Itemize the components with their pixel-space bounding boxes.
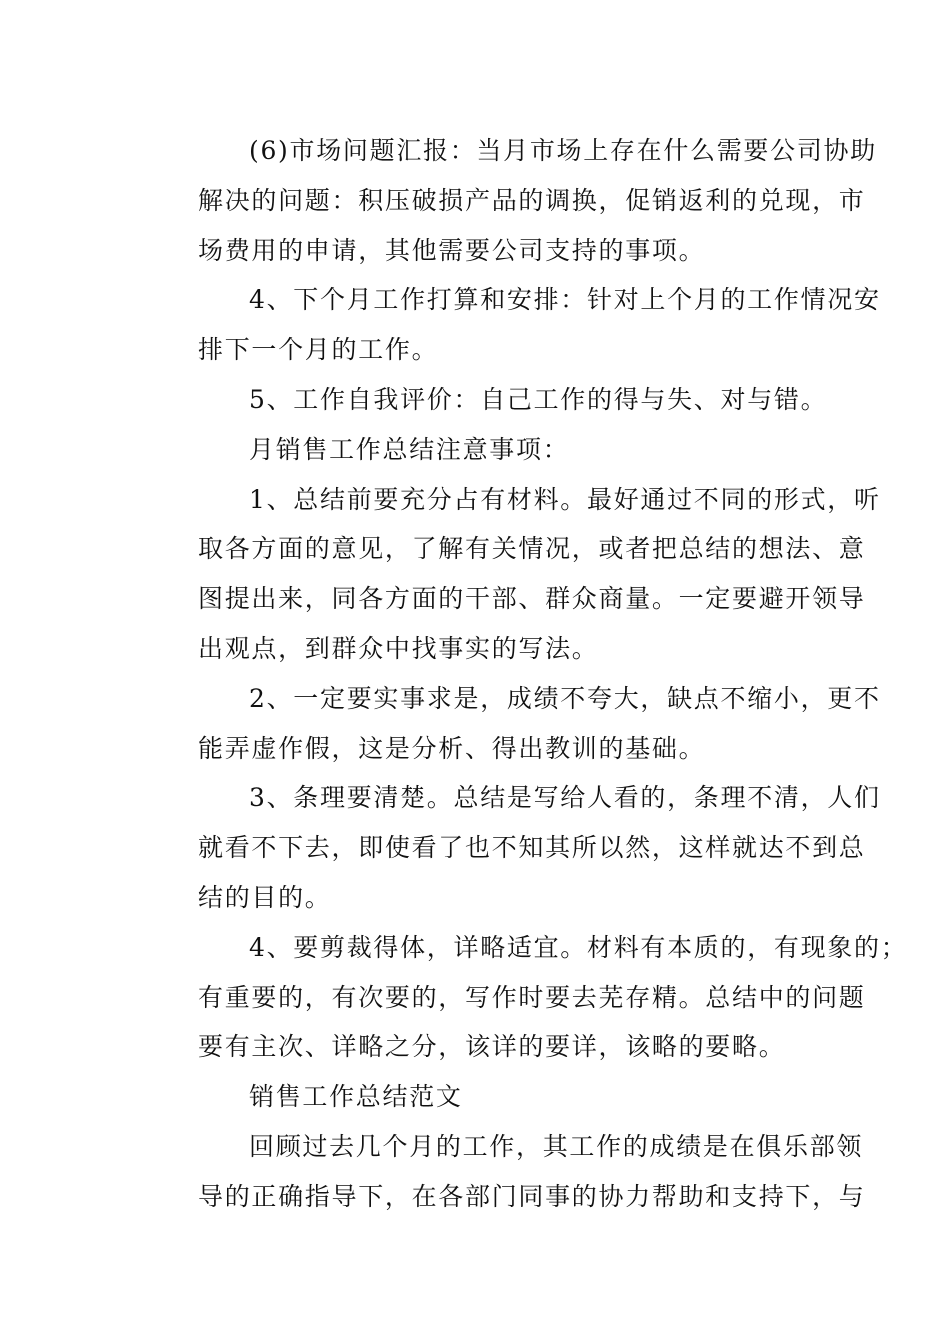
- text-line: 场费用的申请，其他需要公司支持的事项。: [198, 235, 706, 265]
- text-line: 1、总结前要充分占有材料。最好通过不同的形式，听: [249, 484, 881, 514]
- section-heading-sample: [147, 1072, 809, 1122]
- text-line: 3、条理要清楚。总结是写给人看的，条理不清，人们: [249, 783, 881, 813]
- paragraph-market-issues: [147, 126, 877, 275]
- paragraph-review: [147, 1122, 866, 1222]
- text-line: 导的正确指导下，在各部门同事的协力帮助和支持下，与: [198, 1181, 866, 1211]
- paragraph-next-month-plan: [147, 275, 881, 375]
- text-line: 就看不下去，即使看了也不知其所以然，这样就达不到总: [198, 833, 866, 863]
- document-body: [147, 126, 908, 1222]
- text-line: 结的目的。: [198, 882, 332, 912]
- text-line: 能弄虚作假，这是分析、得出教训的基础。: [198, 733, 706, 763]
- text-line: 回顾过去几个月的工作，其工作的成绩是在俱乐部领: [249, 1131, 864, 1161]
- text-line: 销售工作总结范文: [249, 1082, 463, 1112]
- text-line: 出观点，到群众中找事实的写法。: [198, 633, 599, 663]
- text-line: (6)市场问题汇报：当月市场上存在什么需要公司协助: [249, 136, 877, 165]
- text-line: 5、工作自我评价：自己工作的得与失、对与错。: [249, 384, 828, 414]
- paragraph-note-1: [147, 475, 881, 674]
- text-line: 解决的问题：积压破损产品的调换，促销返利的兑现，市: [198, 185, 866, 215]
- section-heading-notes: [147, 425, 809, 475]
- paragraph-note-4: [147, 923, 908, 1072]
- text-line: 图提出来，同各方面的干部、群众商量。一定要避开领导: [198, 584, 866, 614]
- text-line: 取各方面的意见，了解有关情况，或者把总结的想法、意: [198, 534, 866, 564]
- paragraph-note-3: [147, 773, 881, 922]
- paragraph-self-evaluation: [147, 375, 828, 425]
- text-line: 排下一个月的工作。: [198, 335, 439, 365]
- text-line: 2、一定要实事求是，成绩不夸大，缺点不缩小，更不: [249, 683, 881, 713]
- text-line: 月销售工作总结注意事项：: [249, 434, 570, 464]
- paragraph-note-2: [147, 674, 881, 774]
- text-line: 4、要剪裁得体，详略适宜。材料有本质的，有现象的；: [249, 932, 908, 962]
- text-line: 4、下个月工作打算和安排：针对上个月的工作情况安: [249, 285, 881, 315]
- text-line: 要有主次、详略之分，该详的要详，该略的要略。: [198, 1032, 786, 1062]
- text-line: 有重要的，有次要的，写作时要去芜存精。总结中的问题: [198, 982, 866, 1012]
